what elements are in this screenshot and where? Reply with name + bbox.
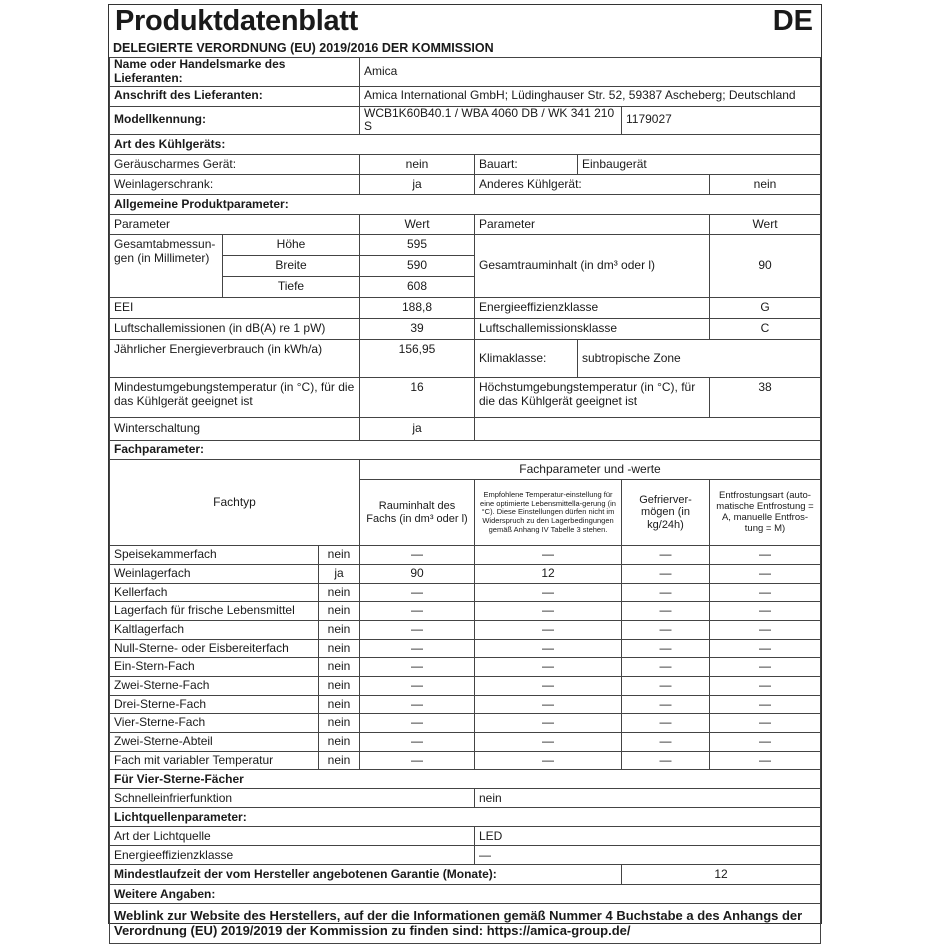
compartment-present: nein <box>319 714 360 733</box>
col-volume-header: Rauminhalt des Fachs (in dm³ oder l) <box>360 480 475 546</box>
compartment-volume: — <box>360 733 475 752</box>
other-device-value: nein <box>710 175 821 195</box>
compartment-volume: — <box>360 658 475 677</box>
compartment-temp: — <box>475 677 622 696</box>
supplier-address-value: Amica International GmbH; Lüdinghauser Str. 52, 59387 Ascheberg; Deutschland <box>360 86 821 106</box>
compartment-name: Drei-Sterne-Fach <box>110 695 319 714</box>
light-type-value: LED <box>475 827 821 846</box>
eei-label: EEI <box>110 298 360 319</box>
page-title: Produktdatenblatt <box>115 5 359 37</box>
compartment-defrost: — <box>710 714 821 733</box>
wine-cabinet-label: Weinlagerschrank: <box>110 175 360 195</box>
compartment-defrost: — <box>710 602 821 621</box>
compartment-name: Lagerfach für frische Lebensmittel <box>110 602 319 621</box>
col-freeze-header: Gefrierver-mögen (in kg/24h) <box>622 480 710 546</box>
energy-class-label: Energieeffizienzklasse <box>475 298 710 319</box>
compartment-present: ja <box>319 564 360 583</box>
compartment-row <box>110 546 821 565</box>
compartment-name: Kaltlagerfach <box>110 620 319 639</box>
param-header-right: Parameter <box>475 215 710 235</box>
compartment-volume: 90 <box>360 564 475 583</box>
compartment-temp: — <box>475 733 622 752</box>
compartment-name: Null-Sterne- oder Eisbereiterfach <box>110 639 319 658</box>
annual-energy-value: 156,95 <box>360 340 475 378</box>
compartment-name: Speisekammerfach <box>110 546 319 565</box>
light-type-label: Art der Lichtquelle <box>110 827 475 846</box>
manufacturer-weblink: Weblink zur Website des Herstellers, auf der die Informationen gemäß Nummer 4 Buchstabe a des Anhangs der Verordnung (EU) 2019/2019 der Kommission zu finden sind: https://amica-group.de/ <box>110 904 821 944</box>
section-light-source: Lichtquellenparameter: <box>110 808 821 827</box>
compartment-name: Ein-Stern-Fach <box>110 658 319 677</box>
compartment-present: nein <box>319 733 360 752</box>
compartment-volume: — <box>360 751 475 770</box>
value-header-left: Wert <box>360 215 475 235</box>
max-temp-label: Höchstumgebungstemperatur (in °C), für die das Kühlgerät geeignet ist <box>475 378 710 418</box>
light-class-label: Energieeffizienzklasse <box>110 846 475 865</box>
compartment-temp: — <box>475 751 622 770</box>
compartment-defrost: — <box>710 546 821 565</box>
low-noise-value: nein <box>360 155 475 175</box>
section-general-params: Allgemeine Produktparameter: <box>110 195 821 215</box>
compartment-freeze: — <box>622 639 710 658</box>
noise-label: Luftschallemissionen (in dB(A) re 1 pW) <box>110 319 360 340</box>
compartment-defrost: — <box>710 564 821 583</box>
compartment-present: nein <box>319 546 360 565</box>
fast-freeze-label: Schnelleinfrierfunktion <box>110 789 475 808</box>
compartment-row <box>110 714 821 733</box>
compartment-defrost: — <box>710 639 821 658</box>
noise-class-label: Luftschallemissionsklasse <box>475 319 710 340</box>
compartment-temp: — <box>475 695 622 714</box>
climate-class-value: subtropische Zone <box>578 340 821 378</box>
compartment-freeze: — <box>622 620 710 639</box>
warranty-value: 12 <box>622 865 821 885</box>
compartment-name: Zwei-Sterne-Fach <box>110 677 319 696</box>
product-data-sheet <box>108 4 822 938</box>
depth-value: 608 <box>360 277 475 298</box>
compartment-freeze: — <box>622 695 710 714</box>
total-volume-label: Gesamtrauminhalt (in dm³ oder l) <box>475 235 710 298</box>
compartment-present: nein <box>319 695 360 714</box>
section-device-type: Art des Kühlgeräts: <box>110 135 821 155</box>
compartment-name: Vier-Sterne-Fach <box>110 714 319 733</box>
compartment-present: nein <box>319 620 360 639</box>
compartment-defrost: — <box>710 677 821 696</box>
compartment-temp: — <box>475 658 622 677</box>
compartment-volume: — <box>360 546 475 565</box>
compartment-rows <box>110 546 821 770</box>
compartment-present: nein <box>319 639 360 658</box>
compartment-name: Fach mit variabler Temperatur <box>110 751 319 770</box>
compartment-freeze: — <box>622 583 710 602</box>
compartment-present: nein <box>319 583 360 602</box>
model-code: 1179027 <box>622 106 821 135</box>
compartment-defrost: — <box>710 695 821 714</box>
light-class-value: — <box>475 846 821 865</box>
max-temp-value: 38 <box>710 378 821 418</box>
compartment-row <box>110 620 821 639</box>
eei-value: 188,8 <box>360 298 475 319</box>
compartment-defrost: — <box>710 620 821 639</box>
compartment-row <box>110 602 821 621</box>
compartment-present: nein <box>319 658 360 677</box>
compartment-temp: 12 <box>475 564 622 583</box>
regulation-title: DELEGIERTE VERORDNUNG (EU) 2019/2016 DER KOMMISSION <box>113 41 494 55</box>
wine-cabinet-value: ja <box>360 175 475 195</box>
climate-class-label: Klimaklasse: <box>475 340 578 378</box>
compartment-volume: — <box>360 695 475 714</box>
compartment-volume: — <box>360 714 475 733</box>
param-header-left: Parameter <box>110 215 360 235</box>
section-four-star: Für Vier-Sterne-Fächer <box>110 770 821 789</box>
compartment-freeze: — <box>622 751 710 770</box>
compartment-defrost: — <box>710 733 821 752</box>
compartment-row <box>110 733 821 752</box>
col-temp-header: Empfohlene Temperatur-einstellung für eine optimierte Lebensmittella-gerung (in °C). Diese Einstellungen dürfen nicht im Widerspruch zu den Lagerbedingungen gemäß Anhang IV Tabelle 3 stehen. <box>475 480 622 546</box>
compartment-row <box>110 677 821 696</box>
section-further-info: Weitere Angaben: <box>110 885 821 904</box>
low-noise-label: Geräuscharmes Gerät: <box>110 155 360 175</box>
compartment-temp: — <box>475 602 622 621</box>
compartment-row <box>110 564 821 583</box>
compartment-freeze: — <box>622 658 710 677</box>
compartment-present: nein <box>319 602 360 621</box>
depth-label: Tiefe <box>223 277 360 298</box>
compartment-volume: — <box>360 639 475 658</box>
width-value: 590 <box>360 256 475 277</box>
compartment-type-header: Fachtyp <box>110 460 360 546</box>
col-defrost-header: Entfrostungsart (auto-matische Entfrostung = A, manuelle Entfros-tung = M) <box>710 480 821 546</box>
compartment-temp: — <box>475 583 622 602</box>
compartment-freeze: — <box>622 564 710 583</box>
compartment-present: nein <box>319 751 360 770</box>
compartment-row <box>110 639 821 658</box>
dimensions-label: Gesamtabmessun-gen (in Millimeter) <box>110 235 223 298</box>
model-label: Modellkennung: <box>110 106 360 135</box>
compartment-defrost: — <box>710 751 821 770</box>
noise-class-value: C <box>710 319 821 340</box>
compartment-volume: — <box>360 620 475 639</box>
min-temp-value: 16 <box>360 378 475 418</box>
compartment-freeze: — <box>622 714 710 733</box>
total-volume-value: 90 <box>710 235 821 298</box>
compartment-name: Weinlagerfach <box>110 564 319 583</box>
compartment-row <box>110 695 821 714</box>
compartment-freeze: — <box>622 733 710 752</box>
warranty-label: Mindestlaufzeit der vom Hersteller angebotenen Garantie (Monate): <box>110 865 622 885</box>
energy-class-value: G <box>710 298 821 319</box>
language-code: DE <box>772 5 813 37</box>
height-value: 595 <box>360 235 475 256</box>
noise-value: 39 <box>360 319 475 340</box>
compartment-freeze: — <box>622 602 710 621</box>
compartment-temp: — <box>475 546 622 565</box>
section-compartment-params: Fachparameter: <box>110 441 821 460</box>
compartment-name: Kellerfach <box>110 583 319 602</box>
compartment-volume: — <box>360 602 475 621</box>
supplier-name-label: Name oder Handelsmarke des Lieferanten: <box>110 58 360 87</box>
compartment-defrost: — <box>710 583 821 602</box>
height-label: Höhe <box>223 235 360 256</box>
empty-cell <box>475 418 821 441</box>
width-label: Breite <box>223 256 360 277</box>
supplier-name-value: Amica <box>360 58 821 87</box>
compartment-defrost: — <box>710 658 821 677</box>
winter-switch-label: Winterschaltung <box>110 418 360 441</box>
winter-switch-value: ja <box>360 418 475 441</box>
data-table <box>109 57 821 944</box>
compartment-name: Zwei-Sterne-Abteil <box>110 733 319 752</box>
min-temp-label: Mindestumgebungstemperatur (in °C), für die das Kühlgerät geeignet ist <box>110 378 360 418</box>
build-type-value: Einbaugerät <box>578 155 821 175</box>
compartment-row <box>110 583 821 602</box>
compartment-row <box>110 658 821 677</box>
other-device-label: Anderes Kühlgerät: <box>475 175 710 195</box>
model-value: WCB1K60B40.1 / WBA 4060 DB / WK 341 210 S <box>360 106 622 135</box>
compartment-temp: — <box>475 714 622 733</box>
compartment-row <box>110 751 821 770</box>
annual-energy-label: Jährlicher Energieverbrauch (in kWh/a) <box>110 340 360 378</box>
supplier-address-label: Anschrift des Lieferanten: <box>110 86 360 106</box>
compartment-freeze: — <box>622 677 710 696</box>
compartment-volume: — <box>360 583 475 602</box>
compartment-temp: — <box>475 639 622 658</box>
compartment-present: nein <box>319 677 360 696</box>
compartment-freeze: — <box>622 546 710 565</box>
compartment-volume: — <box>360 677 475 696</box>
fast-freeze-value: nein <box>475 789 821 808</box>
value-header-right: Wert <box>710 215 821 235</box>
compartment-group-header: Fachparameter und -werte <box>360 460 821 480</box>
compartment-temp: — <box>475 620 622 639</box>
build-type-label: Bauart: <box>475 155 578 175</box>
